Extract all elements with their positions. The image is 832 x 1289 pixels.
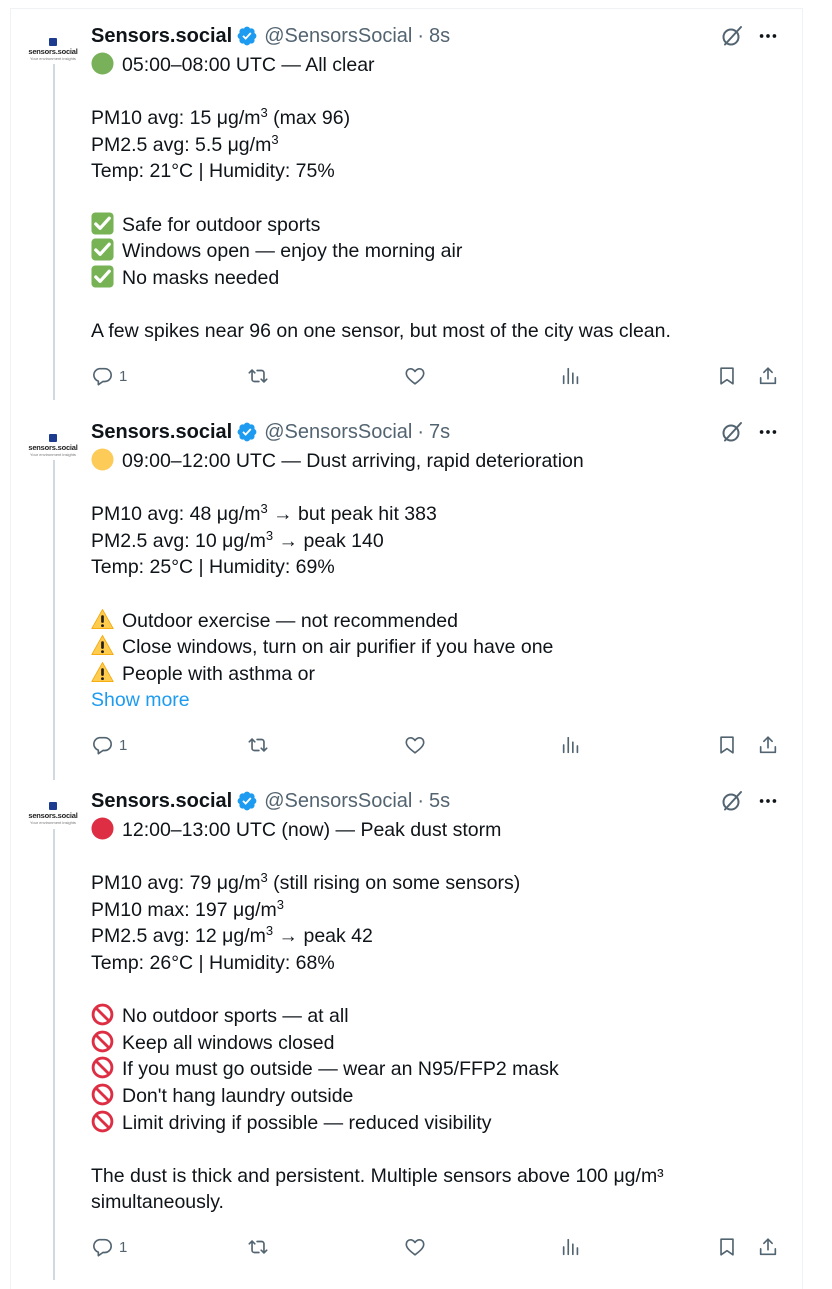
check-mark-icon: [91, 265, 114, 288]
author-handle[interactable]: @SensorsSocial: [264, 420, 413, 443]
stat-line: Temp: 21°C | Humidity: 75%: [91, 160, 335, 183]
prohibited-icon: [91, 1110, 114, 1133]
timestamp[interactable]: 7s: [429, 420, 451, 443]
stat-line: PM10 avg: 48 $\mu g/m^3$ → but peak hit 383: [91, 501, 437, 526]
stat-line: PM10 avg: 79 $\mu g/m^3$ (still rising on some sensors): [91, 870, 521, 895]
avatar-tagline: Your environment insights: [30, 56, 76, 61]
views-button[interactable]: [560, 363, 582, 389]
stat-line: PM10 max: 197 $\mu g/m^3$: [91, 896, 284, 921]
views-button[interactable]: [560, 1234, 582, 1260]
share-icon: [757, 1236, 779, 1258]
avatar-logo-icon: [49, 802, 57, 810]
grok-icon[interactable]: [720, 24, 744, 48]
yellow-circle-icon: [91, 448, 114, 471]
more-options-icon[interactable]: [757, 790, 779, 812]
avatar-name: sensors.social: [28, 47, 78, 56]
advice-line: Outdoor exercise — not recommended: [91, 608, 791, 635]
reply-icon: [91, 365, 113, 387]
tweet-header: [91, 23, 450, 49]
avatar[interactable]: [22, 802, 84, 836]
grok-icon[interactable]: [720, 789, 744, 813]
summary-line: simultaneously.: [91, 1191, 224, 1214]
action-bar: [91, 1234, 791, 1260]
thread-line: [53, 829, 55, 1280]
headline: 05:00–08:00 UTC — All clear: [91, 52, 791, 79]
separator-dot: ·: [417, 24, 425, 47]
author-name[interactable]: Sensors.social: [91, 420, 233, 443]
timestamp[interactable]: 8s: [429, 24, 451, 47]
verified-badge-icon: [236, 421, 258, 443]
views-button[interactable]: [560, 732, 582, 758]
more-options-icon[interactable]: [757, 421, 779, 443]
warning-icon: [91, 634, 114, 657]
repost-button[interactable]: [247, 1234, 275, 1260]
advice-line: Safe for outdoor sports: [91, 212, 791, 239]
author-name[interactable]: Sensors.social: [91, 789, 233, 812]
bookmark-button[interactable]: [716, 1234, 738, 1260]
thread-line: [53, 64, 55, 400]
reply-button[interactable]: [91, 732, 127, 758]
tweet-header: [91, 788, 450, 814]
green-circle-icon: [91, 52, 114, 75]
like-button[interactable]: [404, 1234, 432, 1260]
summary-line: The dust is thick and persistent. Multiple sensors above 100 μg/m³: [91, 1164, 664, 1187]
reply-icon: [91, 734, 113, 756]
advice-line: Windows open — enjoy the morning air: [91, 238, 791, 265]
heart-icon: [404, 734, 426, 756]
tweet-text: [91, 448, 791, 714]
prohibited-icon: [91, 1056, 114, 1079]
advice-line: If you must go outside — wear an N95/FFP2 mask: [91, 1056, 791, 1083]
stat-line: PM10 avg: 15 $\mu g/m^3$ (max 96): [91, 105, 351, 130]
repost-icon: [247, 1236, 269, 1258]
stat-line: Temp: 26°C | Humidity: 68%: [91, 951, 335, 974]
repost-button[interactable]: [247, 363, 275, 389]
reply-count: 1: [119, 736, 128, 754]
avatar-logo-icon: [49, 38, 57, 46]
verified-badge-icon: [236, 25, 258, 47]
author-handle[interactable]: @SensorsSocial: [264, 24, 413, 47]
advice-line: Close windows, turn on air purifier if you have one: [91, 634, 791, 661]
prohibited-icon: [91, 1003, 114, 1026]
reply-count: 1: [119, 367, 128, 385]
advice-line: People with asthma or: [91, 661, 791, 688]
bookmark-icon: [716, 1236, 738, 1258]
repost-icon: [247, 365, 269, 387]
views-icon: [560, 734, 582, 756]
action-bar: [91, 732, 791, 758]
advice-line: Don't hang laundry outside: [91, 1083, 791, 1110]
share-button[interactable]: [757, 732, 779, 758]
headline: 12:00–13:00 UTC (now) — Peak dust storm: [91, 817, 791, 844]
prohibited-icon: [91, 1083, 114, 1106]
stat-line: PM2.5 avg: 10 $\mu g/m^3$ → peak 140: [91, 527, 384, 552]
grok-icon[interactable]: [720, 420, 744, 444]
avatar-name: sensors.social: [28, 443, 78, 452]
stat-line: Temp: 25°C | Humidity: 69%: [91, 556, 335, 579]
summary-line: A few spikes near 96 on one sensor, but most of the city was clean.: [91, 319, 671, 342]
share-icon: [757, 365, 779, 387]
tweet-text: [91, 52, 791, 345]
share-icon: [757, 734, 779, 756]
verified-badge-icon: [236, 790, 258, 812]
views-icon: [560, 1236, 582, 1258]
prohibited-icon: [91, 1030, 114, 1053]
timestamp[interactable]: 5s: [429, 789, 451, 812]
like-button[interactable]: [404, 363, 432, 389]
bookmark-icon: [716, 365, 738, 387]
advice-line: Limit driving if possible — reduced visibility: [91, 1110, 791, 1137]
author-handle[interactable]: @SensorsSocial: [264, 789, 413, 812]
show-more-link[interactable]: Show more: [91, 689, 190, 712]
bookmark-button[interactable]: [716, 363, 738, 389]
warning-icon: [91, 608, 114, 631]
advice-line: No masks needed: [91, 265, 791, 292]
bookmark-icon: [716, 734, 738, 756]
author-name[interactable]: Sensors.social: [91, 24, 233, 47]
check-mark-icon: [91, 212, 114, 235]
share-button[interactable]: [757, 1234, 779, 1260]
avatar-tagline: Your environment insights: [30, 820, 76, 825]
reply-button[interactable]: [91, 1234, 127, 1260]
avatar[interactable]: [22, 38, 84, 72]
heart-icon: [404, 1236, 426, 1258]
stat-line: PM2.5 avg: 5.5 $\mu g/m^3$: [91, 131, 279, 156]
red-circle-icon: [91, 817, 114, 840]
heart-icon: [404, 365, 426, 387]
more-options-icon[interactable]: [757, 25, 779, 47]
reply-button[interactable]: [91, 363, 127, 389]
reply-count: 1: [119, 1238, 128, 1256]
thread-line: [53, 460, 55, 780]
tweet-header: [91, 419, 450, 445]
headline: 09:00–12:00 UTC — Dust arriving, rapid deterioration: [91, 448, 791, 475]
share-button[interactable]: [757, 363, 779, 389]
warning-icon: [91, 661, 114, 684]
repost-icon: [247, 734, 269, 756]
advice-line: Keep all windows closed: [91, 1030, 791, 1057]
avatar-logo-icon: [49, 434, 57, 442]
action-bar: [91, 363, 791, 389]
bookmark-button[interactable]: [716, 732, 738, 758]
separator-dot: ·: [417, 420, 425, 443]
like-button[interactable]: [404, 732, 432, 758]
stat-line: PM2.5 avg: 12 $\mu g/m^3$ → peak 42: [91, 923, 373, 948]
avatar-tagline: Your environment insights: [30, 452, 76, 457]
advice-line: No outdoor sports — at all: [91, 1003, 791, 1030]
avatar[interactable]: [22, 434, 84, 468]
repost-button[interactable]: [247, 732, 275, 758]
avatar-name: sensors.social: [28, 811, 78, 820]
views-icon: [560, 365, 582, 387]
check-mark-icon: [91, 238, 114, 261]
tweet-text: [91, 817, 791, 1216]
separator-dot: ·: [417, 789, 425, 812]
reply-icon: [91, 1236, 113, 1258]
